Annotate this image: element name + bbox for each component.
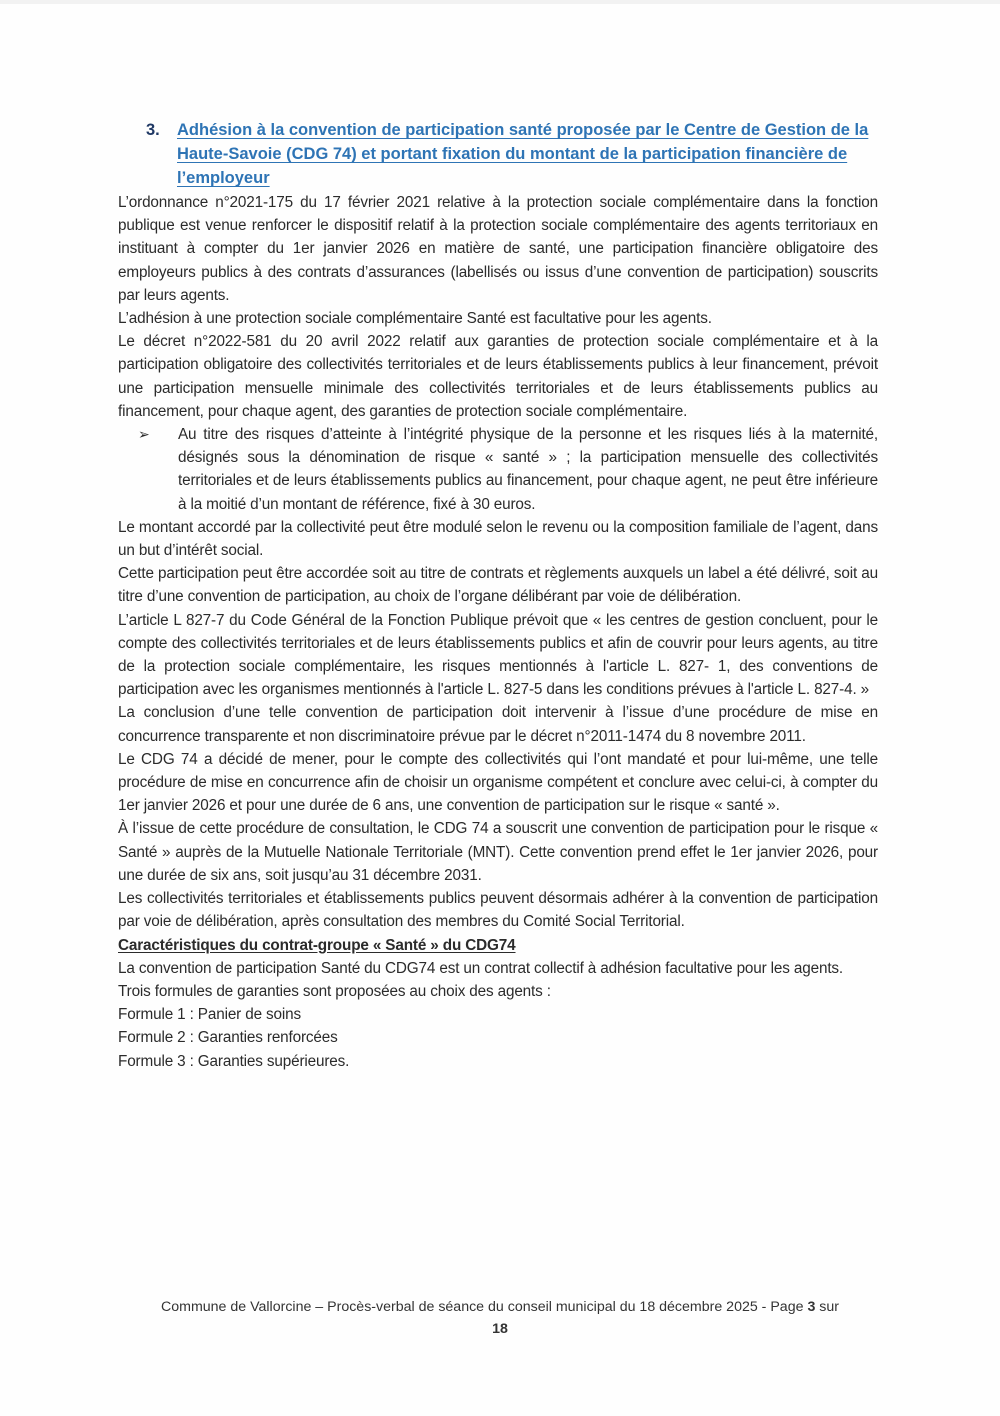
paragraph: L’adhésion à une protection sociale complémentaire Santé est facultative pour les agents. [118, 310, 712, 328]
paragraph: L’ordonnance n°2021-175 du 17 février 2021 relative à la protection sociale complémentaire dans la fonction publique est venue renforcer le dispositif relatif à la protection sociale complémentaire des agents territoriaux en instituant à compter du 1er janvier 2026 en matière de santé, une participation financière obligatoire des employeurs publics à des contrats d’assurances (labellisés ou issus d’une convention de participation) souscrits par leurs agents. [118, 194, 878, 304]
formula-item: Formule 1 : Panier de soins [118, 1006, 302, 1024]
page-top-edge [0, 0, 1000, 4]
footer-page-total: 18 [492, 1321, 508, 1337]
subsection-heading: Caractéristiques du contrat-groupe « Santé » du CDG74 [118, 936, 516, 954]
section-heading [146, 118, 886, 190]
section-number: 3. [146, 121, 160, 139]
paragraph: Trois formules de garanties sont proposées au choix des agents : [118, 982, 551, 1000]
footer-text: Commune de Vallorcine – Procès-verbal de séance du conseil municipal du 18 décembre 2025 - Page [161, 1299, 808, 1315]
footer-page-number: 3 [807, 1299, 816, 1315]
paragraph: Le montant accordé par la collectivité peut être modulé selon le revenu ou la composition familiale de l’agent, dans un but d’intérêt social. [118, 518, 878, 560]
formula-item: Formule 2 : Garanties renforcées [118, 1029, 338, 1047]
paragraph: La convention de participation Santé du CDG74 est un contrat collectif à adhésion facultative pour les agents. [118, 959, 844, 977]
arrow-bullet-icon: ➢ [138, 426, 150, 443]
paragraph: Cette participation peut être accordée soit au titre de contrats et règlements auxquels un label a été délivré, soit au titre d’une convention de participation, au choix de l’organe délibérant par voie de délibération. [118, 565, 878, 606]
paragraph: Le CDG 74 a décidé de mener, pour le compte des collectivités qui l’ont mandaté et pour lui-même, une telle procédure de mise en concurrence afin de choisir un organisme compétent et conclure avec celui-ci, à compter du 1er janvier 2026 et pour une durée de 6 ans, une convention de participation sur le risque « santé ». [118, 750, 878, 815]
paragraph: Les collectivités territoriales et établissements publics peuvent désormais adhérer à la convention de participation par voie de délibération, après consultation des membres du Comité Social Territorial. [118, 890, 878, 931]
footer-separator: sur [815, 1299, 839, 1315]
page-footer [100, 1296, 900, 1340]
formula-item: Formule 3 : Garanties supérieures. [118, 1052, 350, 1070]
bullet-item [118, 423, 878, 516]
paragraph: L’article L 827-7 du Code Général de la Fonction Publique prévoit que « les centres de gestion concluent, pour le compte des collectivités territoriales et de leurs établissements publics et afin de couvrir pour leurs agents, au titre de la protection sociale complémentaire, les risques mentionnés à l'article L. 827- 1, des conventions de participation avec les organismes mentionnés à l'article L. 827-5 dans les conditions prévues à l'article L. 827-4. » [118, 611, 878, 699]
paragraph: À l’issue de cette procédure de consultation, le CDG 74 a souscrit une convention de participation pour le risque « Santé » auprès de la Mutuelle Nationale Territoriale (MNT). Cette convention prend effet le 1er janvier 2026, pour une durée de six ans, soit jusqu’au 31 décembre 2031. [118, 820, 878, 884]
bullet-text: Au titre des risques d’atteinte à l’intégrité physique de la personne et les risques liés à la maternité, désignés sous la dénomination de risque « santé » ; la participation mensuelle des collectivités territoriales et de leurs établissements publics au financement, pour chaque agent, ne peut être inférieure à la moitié d’un montant de référence, fixé à 30 euros. [178, 426, 878, 513]
paragraph: La conclusion d’une telle convention de participation doit intervenir à l’issue d’une procédure de mise en concurrence transparente et non discriminatoire prévue par le décret n°2011-1474 du 8 novembre 2011. [118, 704, 878, 745]
section-title: Adhésion à la convention de participation santé proposée par le Centre de Gestion de la Haute-Savoie (CDG 74) et portant fixation du montant de la participation financière de l’employeur [177, 121, 869, 187]
document-body [118, 191, 878, 1073]
paragraph: Le décret n°2022-581 du 20 avril 2022 relatif aux garanties de protection sociale complémentaire et à la participation obligatoire des collectivités territoriales et de leurs établissements publics à leur financement, prévoit une participation mensuelle minimale des collectivités territoriales et de leurs établissements publics au financement, pour chaque agent, des garanties de protection sociale complémentaire. [118, 333, 878, 420]
formula-list [118, 980, 878, 1073]
